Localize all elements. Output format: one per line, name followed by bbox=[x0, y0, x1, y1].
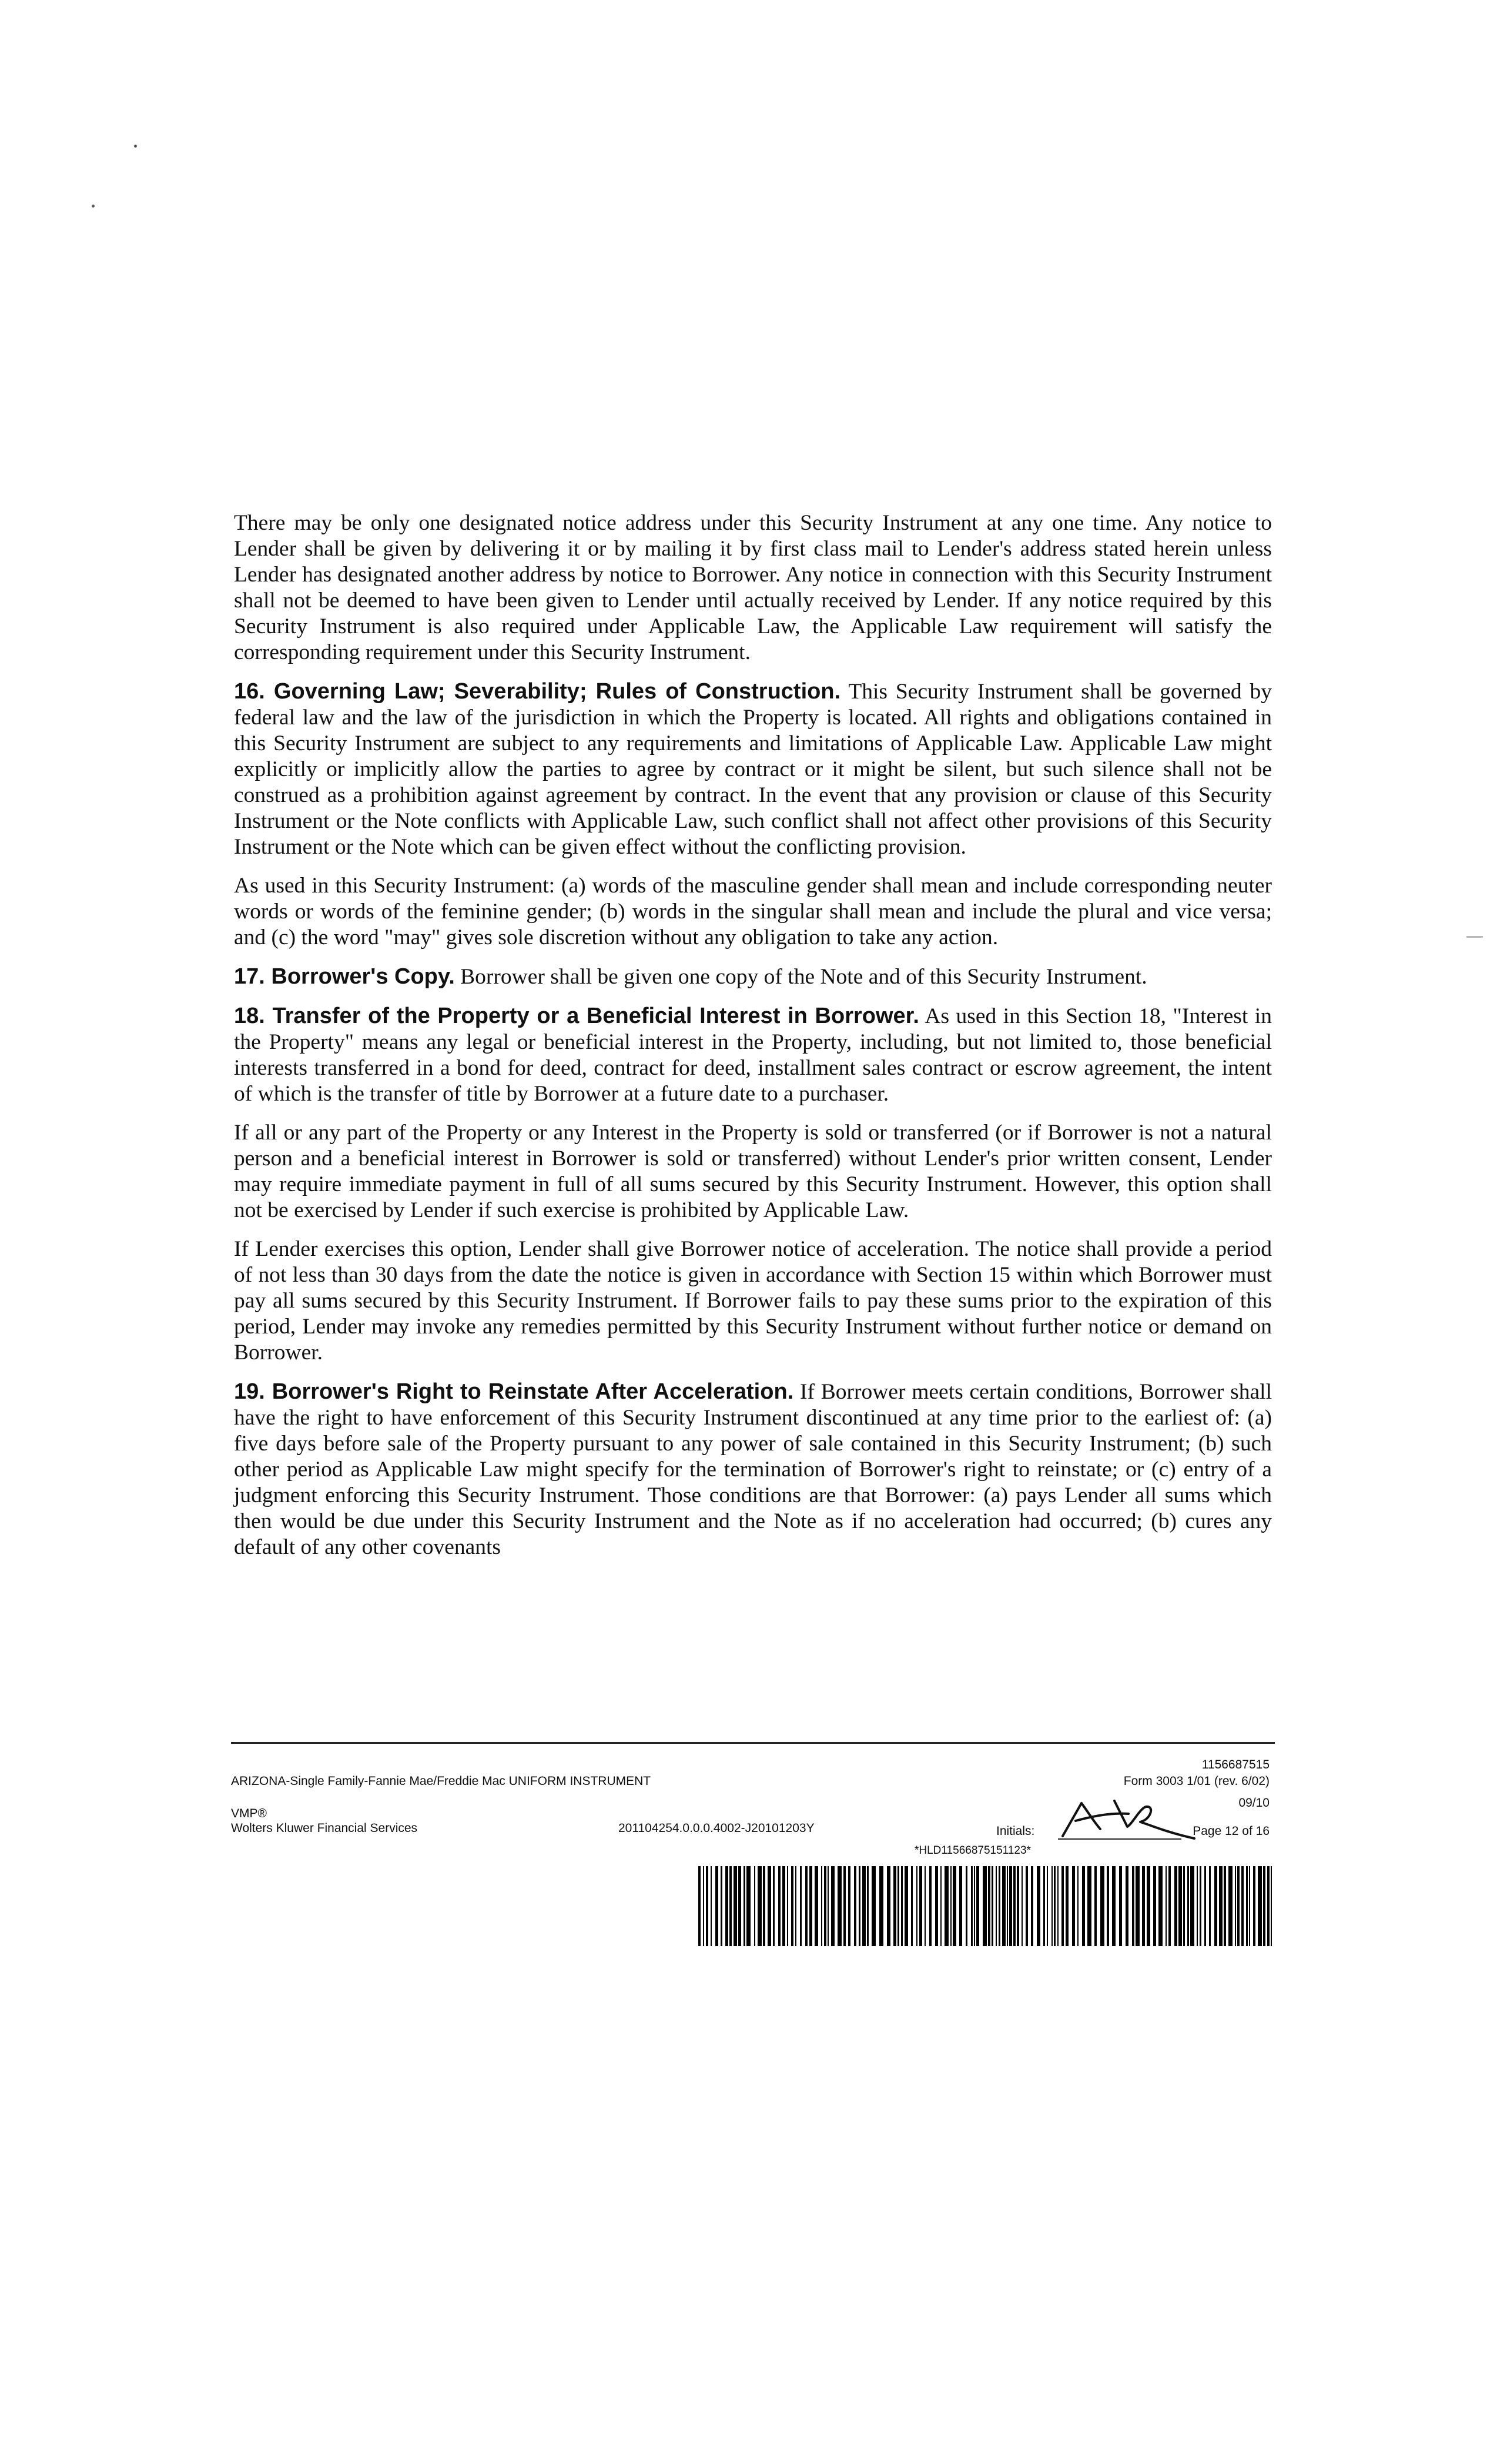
scan-speck bbox=[134, 145, 137, 148]
section-16-heading: 16. Governing Law; Severability; Rules of Construction. bbox=[234, 679, 841, 704]
footer-form-date: 09/10 bbox=[1238, 1796, 1270, 1810]
section-19 bbox=[234, 1379, 1272, 1560]
section-17-text: Borrower shall be given one copy of the Note and of this Security Instrument. bbox=[454, 965, 1147, 989]
initials-line bbox=[1058, 1838, 1181, 1840]
section-17-heading: 17. Borrower's Copy. bbox=[234, 964, 455, 989]
section-16-paragraph-2: As used in this Security Instrument: (a) words of the masculine gender shall mean and include corresponding neuter words or words of the feminine gender; (b) words in the singular shall mean and include the plural and vice versa; and (c) the word "may" gives sole discretion without any obligation to take any action. bbox=[234, 874, 1272, 950]
section-16 bbox=[234, 678, 1272, 860]
footer-publisher: Wolters Kluwer Financial Services bbox=[231, 1821, 418, 1835]
section-18-text: As used in this Section 18, "Interest in the Property" means any legal or beneficial interest in the Property, including, but not limited to, those beneficial interests transferred in a bond for deed, contract for deed, installment sales contract or escrow agreement, the intent of which is the transfer of title by Borrower at a future date to a purchaser. bbox=[234, 1004, 1272, 1106]
footer-doc-code: 201104254.0.0.0.4002-J20101203Y bbox=[618, 1821, 815, 1835]
section-16-text: This Security Instrument shall be governed by federal law and the law of the jurisdiction in which the Property is located. All rights and obligations contained in this Security Instrument are subject to any requirements and limitations of Applicable Law. Applicable Law might explicitly or implicitly allow the parties to agree by contract or it might be silent, but such silence shall not be construed as a prohibition against agreement by contract. In the event that any provision or clause of this Security Instrument or the Note conflicts with Applicable Law, such conflict shall not affect other provisions of this Security Instrument or the Note which can be given effect without the conflicting provision. bbox=[234, 680, 1272, 859]
footer-page-number: Page 12 of 16 bbox=[1193, 1824, 1270, 1838]
footer-divider bbox=[231, 1742, 1275, 1744]
barcode-icon bbox=[698, 1858, 1275, 1946]
footer-vmp: VMP® bbox=[231, 1807, 267, 1820]
section-18 bbox=[234, 1003, 1272, 1107]
document-body bbox=[234, 510, 1272, 1573]
section-18-paragraph-3: If Lender exercises this option, Lender shall give Borrower notice of acceleration. The notice shall provide a period of not less than 30 days from the date the notice is given in accordance with Section 15 within which Borrower must pay all sums secured by this Security Instrument. If Borrower fails to pay these sums prior to the expiration of this period, Lender may invoke any remedies permitted by this Security Instrument without further notice or demand on Borrower. bbox=[234, 1237, 1272, 1365]
footer-initials-label: Initials: bbox=[996, 1824, 1035, 1838]
initials-signature-icon bbox=[1058, 1790, 1199, 1846]
scan-speck bbox=[92, 205, 95, 208]
barcode-caption: *HLD11566875151123* bbox=[915, 1844, 1031, 1857]
footer-loan-number: 1156687515 bbox=[1201, 1758, 1270, 1771]
footer-form: Form 3003 1/01 (rev. 6/02) bbox=[1123, 1774, 1270, 1788]
footer-instrument: ARIZONA-Single Family-Fannie Mae/Freddie Mac UNIFORM INSTRUMENT bbox=[231, 1774, 651, 1788]
section-19-text: If Borrower meets certain conditions, Borrower shall have the right to have enforcement of this Security Instrument discontinued at any time prior to the earliest of: (a) five days before sale of the Property pursuant to any power of sale contained in this Security Instrument; (b) such other period as Applicable Law might specify for the termination of Borrower's right to reinstate; or (c) entry of a judgment enforcing this Security Instrument. Those conditions are that Borrower: (a) pays Lender all sums which then would be due under this Security Instrument and the Note as if no acceleration had occurred; (b) cures any default of any other covenants bbox=[234, 1380, 1272, 1559]
section-17 bbox=[234, 964, 1272, 990]
section-18-heading: 18. Transfer of the Property or a Beneficial Interest in Borrower. bbox=[234, 1004, 919, 1028]
scan-mark bbox=[1466, 936, 1483, 938]
section-19-heading: 19. Borrower's Right to Reinstate After Acceleration. bbox=[234, 1379, 794, 1404]
section-18-paragraph-2: If all or any part of the Property or any Interest in the Property is sold or transferred (or if Borrower is not a natural person and a beneficial interest in Borrower is sold or transferred) without Lender's prior written consent, Lender may require immediate payment in full of all sums secured by this Security Instrument. However, this option shall not be exercised by Lender if such exercise is prohibited by Applicable Law. bbox=[234, 1121, 1272, 1222]
notice-paragraph: There may be only one designated notice address under this Security Instrument at any one time. Any notice to Lender shall be given by delivering it or by mailing it by first class mail to Lender's address stated herein unless Lender has designated another address by notice to Borrower. Any notice in connection with this Security Instrument shall not be deemed to have been given to Lender until actually received by Lender. If any notice required by this Security Instrument is also required under Applicable Law, the Applicable Law requirement will satisfy the corresponding requirement under this Security Instrument. bbox=[234, 511, 1272, 664]
